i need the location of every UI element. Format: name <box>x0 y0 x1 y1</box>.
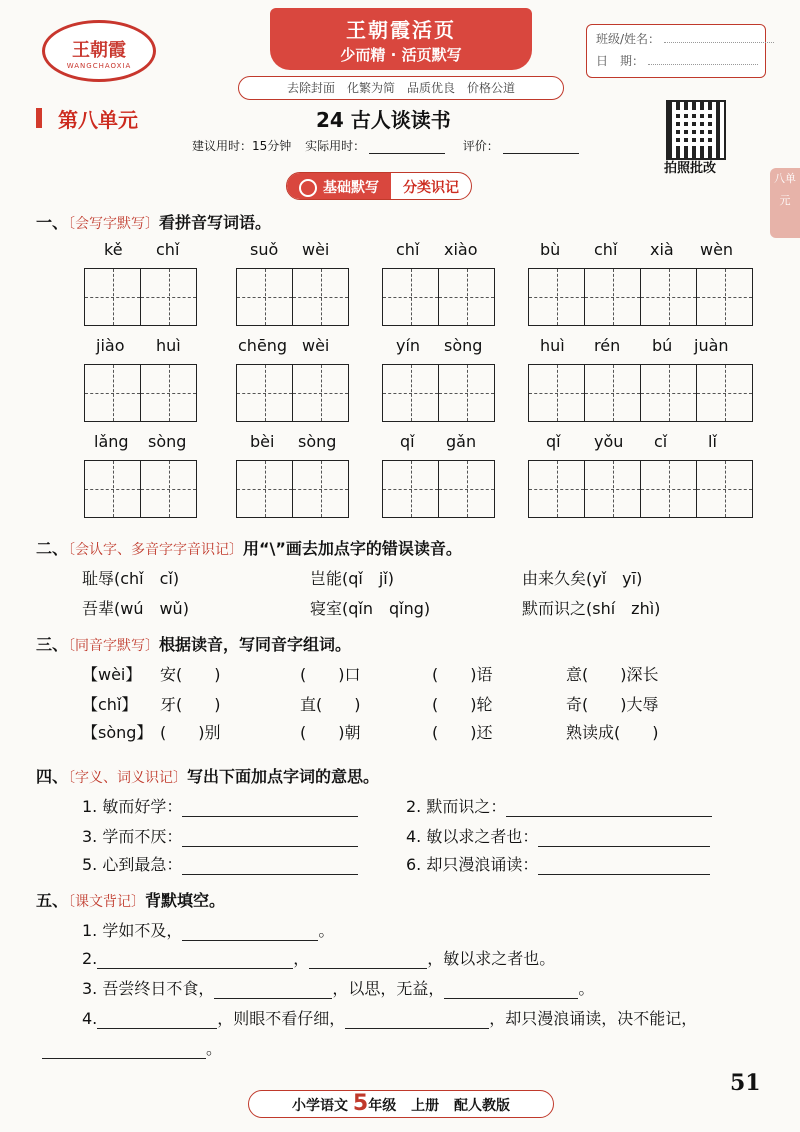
answer-field[interactable] <box>309 952 427 969</box>
s4-item: 1. 敏而好学： <box>82 794 358 817</box>
s5-line2: 2. ， ，敏以求之者也。 <box>82 949 556 968</box>
answer-field[interactable] <box>182 858 358 875</box>
s3-label: 【wèi】 <box>82 665 142 684</box>
writing-grid[interactable] <box>382 460 495 518</box>
s2-item[interactable]: 吾辈(wú wǔ) <box>82 599 189 618</box>
logo-subtext: WANGCHAOXIA <box>66 62 132 70</box>
s2-item[interactable]: 寝室(qǐn qǐng) <box>310 599 431 618</box>
writing-grid[interactable] <box>528 268 753 326</box>
s4-item: 4. 敏以求之者也： <box>406 824 710 847</box>
page-number: 51 <box>730 1070 761 1096</box>
s3-blank[interactable]: 意( )深长 <box>566 665 659 684</box>
writing-grid[interactable] <box>84 364 197 422</box>
s3-blank[interactable]: 奇( )大辱 <box>566 695 659 714</box>
s3-blank[interactable]: 直( ) <box>300 695 361 714</box>
s5-line4: 4. ，则眼不看仔细， ，却只漫浪诵读，决不能记， <box>82 1009 698 1028</box>
s3-blank[interactable]: ( )还 <box>432 723 493 742</box>
s2-item[interactable]: 由来久矣(yǐ yī) <box>522 569 643 588</box>
actual-time-field[interactable] <box>369 141 445 154</box>
s3-blank[interactable]: ( )语 <box>432 665 493 684</box>
answer-field[interactable] <box>345 1012 489 1029</box>
section1-heading: 一、〔会写字默写〕看拼音写词语。 <box>36 213 272 232</box>
answer-field[interactable] <box>444 982 578 999</box>
date-row <box>596 52 758 69</box>
s2-item[interactable]: 耻辱(chǐ cǐ) <box>82 569 180 588</box>
writing-grid[interactable] <box>528 460 753 518</box>
s5-line3: 3. 吾尝终日不食， ，以思，无益， 。 <box>82 979 595 998</box>
s3-blank[interactable]: 牙( ) <box>160 695 221 714</box>
answer-field[interactable] <box>506 800 712 817</box>
answer-field[interactable] <box>97 1012 217 1029</box>
s4-item: 6. 却只漫浪诵读： <box>406 852 710 875</box>
s3-blank[interactable]: ( )轮 <box>432 695 493 714</box>
s2-item[interactable]: 岂能(qǐ jǐ) <box>310 569 394 588</box>
class-name-field[interactable] <box>664 30 774 43</box>
rating-field[interactable] <box>503 141 579 154</box>
answer-field[interactable] <box>214 982 332 999</box>
section4-heading: 四、〔字义、词义识记〕写出下面加点字词的意思。 <box>36 767 380 786</box>
writing-grid[interactable] <box>382 364 495 422</box>
answer-field[interactable] <box>42 1042 206 1059</box>
answer-field[interactable] <box>97 952 293 969</box>
writing-grid[interactable] <box>84 460 197 518</box>
s4-item: 3. 学而不厌： <box>82 824 358 847</box>
s4-item: 2. 默而识之： <box>406 794 712 817</box>
section5-heading: 五、〔课文背记〕背默填空。 <box>36 891 226 910</box>
date-label: 日 期： <box>596 54 645 68</box>
s5-line1: 1. 学如不及， 。 <box>82 921 335 940</box>
mode-secondary: 分类识记 <box>403 180 459 196</box>
answer-field[interactable] <box>182 800 358 817</box>
s2-item[interactable]: 默而识之(shí zhì) <box>522 599 661 618</box>
side-tab: 八单元 <box>770 168 800 238</box>
qr-code[interactable] <box>666 100 726 160</box>
writing-grid[interactable] <box>528 364 753 422</box>
medal-icon <box>299 179 317 197</box>
s3-label: 【sòng】 <box>82 723 153 742</box>
class-name-row <box>596 30 774 47</box>
banner-subtitle: 少而精 · 活页默写 <box>340 46 462 64</box>
answer-field[interactable] <box>182 830 358 847</box>
lesson-title: 24 古人谈读书 <box>316 108 451 132</box>
s3-label: 【chǐ】 <box>82 695 138 714</box>
mode-primary: 基础默写 <box>287 173 391 199</box>
answer-field[interactable] <box>182 924 318 941</box>
date-field[interactable] <box>648 52 758 65</box>
logo-text: 王朝霞 <box>72 40 126 61</box>
answer-field[interactable] <box>538 858 710 875</box>
qr-label: 拍照批改 <box>664 161 717 176</box>
writing-grid[interactable] <box>236 268 349 326</box>
s3-blank[interactable]: ( )口 <box>300 665 361 684</box>
s3-blank[interactable]: ( )朝 <box>300 723 361 742</box>
mode-pill <box>286 172 472 200</box>
time-meta <box>192 137 579 154</box>
rating-label: 评价： <box>462 139 499 153</box>
s4-item: 5. 心到最急： <box>82 852 358 875</box>
banner-title: 王朝霞活页 <box>346 18 456 42</box>
actual-time-label: 实际用时： <box>305 139 366 153</box>
class-name-label: 班级/姓名： <box>596 32 661 46</box>
writing-grid[interactable] <box>236 460 349 518</box>
s3-blank[interactable]: 熟读成( ) <box>566 723 659 742</box>
slogan: 去除封面 化繁为简 品质优良 价格公道 <box>238 76 564 100</box>
writing-grid[interactable] <box>236 364 349 422</box>
s5-line5: 。 <box>42 1036 222 1059</box>
writing-grid[interactable] <box>84 268 197 326</box>
suggested-time: 建议用时：15分钟 <box>192 139 292 153</box>
writing-grid[interactable] <box>382 268 495 326</box>
unit-title: 第八单元 <box>58 108 138 132</box>
s3-blank[interactable]: ( )别 <box>160 723 221 742</box>
s3-blank[interactable]: 安( ) <box>160 665 221 684</box>
section3-heading: 三、〔同音字默写〕根据读音，写同音字组词。 <box>36 635 352 654</box>
answer-field[interactable] <box>538 830 710 847</box>
section2-heading: 二、〔会认字、多音字字音识记〕用“\”画去加点字的错误读音。 <box>36 539 462 558</box>
footer-badge: 小学语文 5年级 上册 配人教版 <box>248 1090 554 1118</box>
unit-marker <box>36 108 42 128</box>
